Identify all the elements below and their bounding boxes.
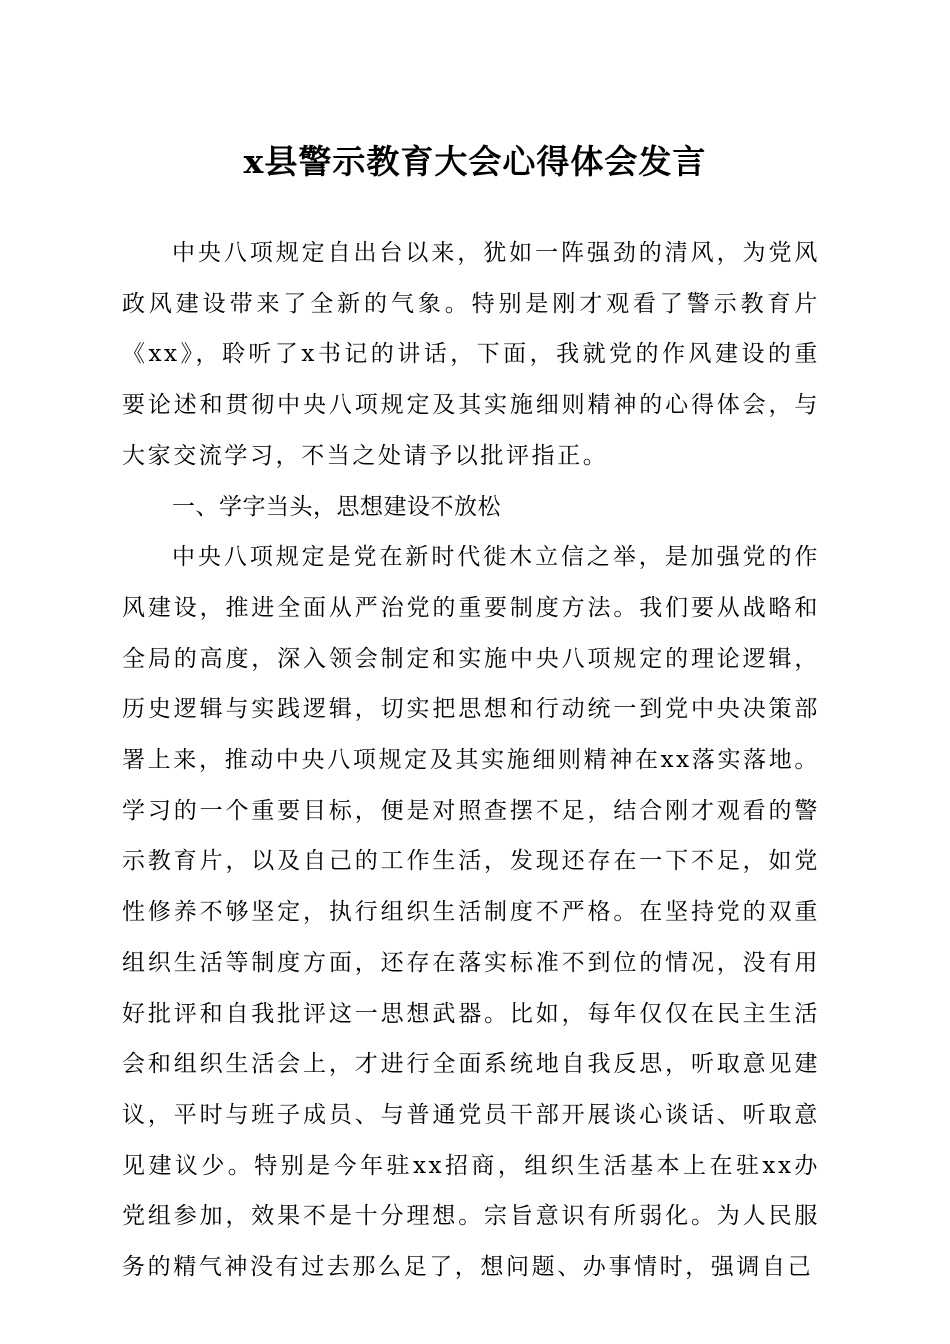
- section-heading-1: 一、学字当头，思想建设不放松: [172, 493, 501, 520]
- document-body: [122, 228, 820, 1293]
- intro-paragraph: 中央八项规定自出台以来，犹如一阵强劲的清风，为党风政风建设带来了全新的气象。特别是刚才观看了警示教育片《xx》，聆听了x书记的讲话，下面，我就党的作风建设的重要论述和贯彻中央八项规定及其实施细则精神的心得体会，与大家交流学习，不当之处请予以批评指正。: [122, 240, 820, 469]
- document-title: x县警示教育大会心得体会发言: [243, 142, 707, 181]
- section-1-paragraph: 中央八项规定是党在新时代徙木立信之举，是加强党的作风建设，推进全面从严治党的重要制度方法。我们要从战略和全局的高度，深入领会制定和实施中央八项规定的理论逻辑，历史逻辑与实践逻辑，切实把思想和行动统一到党中央决策部署上来，推动中央八项规定及其实施细则精神在xx落实落地。学习的一个重要目标，便是对照查摆不足，结合刚才观看的警示教育片，以及自己的工作生活，发现还存在一下不足，如党性修养不够坚定，执行组织生活制度不严格。在坚持党的双重组织生活等制度方面，还存在落实标准不到位的情况，没有用好批评和自我批评这一思想武器。比如，每年仅仅在民主生活会和组织生活会上，才进行全面系统地自我反思，听取意见建议，平时与班子成员、与普通党员干部开展谈心谈话、听取意见建议少。特别是今年驻xx招商，组织生活基本上在驻xx办党组参加，效果不是十分理想。宗旨意识有所弱化。为人民服务的精气神没有过去那么足了，想问题、办事情时，强调自己: [122, 544, 820, 1281]
